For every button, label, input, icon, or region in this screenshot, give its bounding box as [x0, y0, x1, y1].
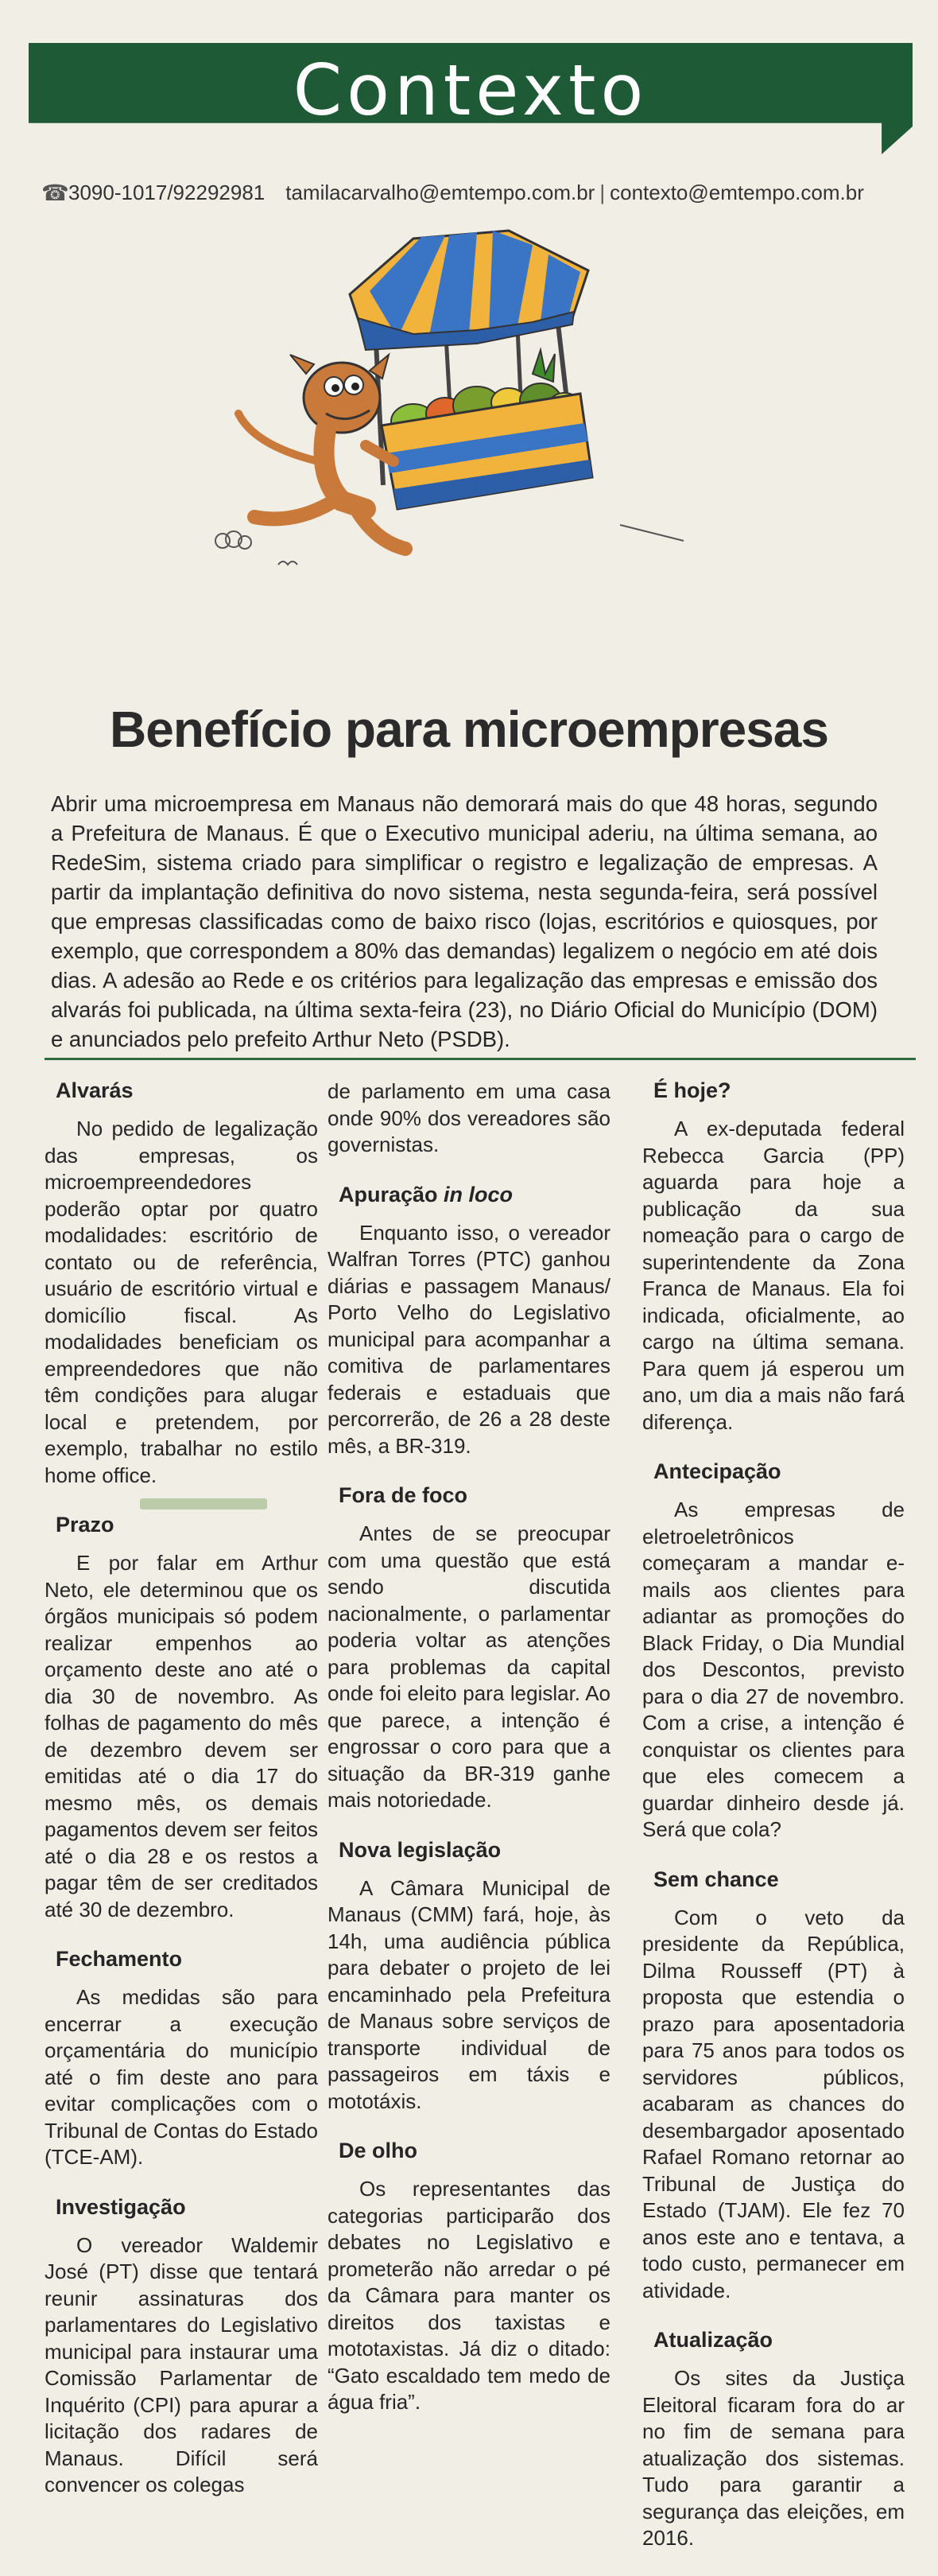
section-e-hoje [642, 1078, 905, 1436]
phone-number: 3090-1017/92292981 [68, 180, 266, 204]
section-title: Fora de foco [339, 1483, 468, 1507]
title-italic: in loco [444, 1182, 514, 1206]
section-title: Nova legislação [339, 1837, 502, 1862]
contact-separator: | [599, 180, 606, 204]
section-title: Alvarás [56, 1078, 134, 1102]
section-text: Os representantes das categorias participarão dos debates no Legislativo e prometerão não arredar o pé da Câmara para manter os direitos dos taxistas e mototaxistas. Já diz o ditado: “Gato escaldado tem medo de água fria”. [328, 2177, 610, 2414]
section-fora-de-foco [328, 1483, 610, 1814]
motion-line-icon [620, 525, 684, 541]
section-title: Investigação [56, 2194, 186, 2219]
contact-line [41, 177, 884, 208]
section-nova-legislacao [328, 1838, 610, 2116]
section-investigacao-continued [328, 1078, 610, 1159]
fruit-stand-illustration [207, 223, 715, 668]
section-text: As empresas de eletroeletrônicos começaram a mandar e-mails aos clientes para adiantar as promoções do Black Friday, o Dia Mundial dos Descontos, previsto para o dia 27 de novembro. Com a crise, a intenção é conquistar os clientes para que eles comecem a guardar dinheiro desde já. Será que cola? [642, 1498, 905, 1841]
section-de-olho [328, 2139, 610, 2416]
column-1 [45, 1078, 318, 2523]
section-text: Antes de se preocupar com uma questão que está sendo discutida nacionalmente, o parlamentar poderia voltar as atenções para problemas da capital onde foi eleito para legislar. Ao que parece, a intenção é engrossar o coro para que a situação da BR-319 ganhe mais notoriedade. [328, 1521, 610, 1812]
section-text: Enquanto isso, o vereador Walfran Torres (PTC) ganhou diárias e passagem Manaus/ Porto Velho do Legislativo municipal para acompanhar a comitiva de parlamentares federais e estaduais que percorrerão, de 26 a 28 deste mês, a BR-319. [328, 1220, 610, 1458]
section-title: Contexto [293, 49, 649, 131]
section-alvaras [45, 1078, 318, 1489]
section-text: E por falar em Arthur Neto, ele determinou que os órgãos municipais só podem realizar empenhos ao orçamento deste ano até o dia 30 de novembro. As folhas de pagamento do mês de dezembro devem ser emitidas até o dia 17 do mesmo mês, os demais pagamentos devem ser feitos até o dia 28 e os restos a pagar têm de ser creditados até 30 de dezembro. [45, 1551, 318, 1921]
section-title: Atualização [653, 2328, 773, 2352]
section-text: O vereador Waldemir José (PT) disse que tentará reunir assinaturas dos parlamentares do Legislativo municipal para instaurar uma Comissão Parlamentar de Inquérito (CPI) para apurar a licitação dos radares de Manaus. Difícil será convencer os colegas [45, 2232, 318, 2496]
section-prazo [45, 1513, 318, 1923]
lead-paragraph: Abrir uma microempresa em Manaus não demorará mais do que 48 horas, segundo a Prefeitura de Manaus. É que o Executivo municipal aderiu, na última semana, ao RedeSim, sistema criado para simplificar o registro e legalização de empresas. A partir da implantação definitiva do novo sistema, nesta segunda-feira, será possível que empresas classificadas como de baixo risco (lojas, escritórios e quiosques, por exemplo, que correspondem a 80% das demandas) legalizem o negócio em até dois dias. A adesão ao Rede e os critérios para legalização das empresas e emissão dos alvarás foi publicada, na última sexta-feira (23), no Diário Oficial do Município (DOM) e anunciados pelo prefeito Arthur Neto (PSDB). [51, 791, 878, 1051]
section-fechamento [45, 1947, 318, 2171]
awning-icon [350, 231, 588, 350]
phone-icon: ☎ [41, 180, 69, 205]
headline: Benefício para microempresas [110, 701, 828, 758]
section-text: Os sites da Justiça Eleitoral ficaram fora do ar no fim de semana para atualização dos sistemas. Tudo para garantir a segurança das eleições, em 2016. [642, 2366, 905, 2550]
column-3 [642, 1078, 905, 2576]
email-link-2[interactable]: contexto@emtempo.com.br [610, 180, 864, 204]
divider [45, 1058, 916, 1060]
email-link-1[interactable]: tamilacarvalho@emtempo.com.br [285, 180, 595, 204]
section-text: de parlamento em uma casa onde 90% dos vereadores são governistas. [328, 1079, 610, 1156]
section-title [328, 1183, 610, 1207]
section-title: Antecipação [653, 1459, 781, 1483]
section-text: No pedido de legalização das empresas, os microempreendedores poderão optar por quatro modalidades: escritório de contato ou de referência, usuário de escritório virtual e domicílio fiscal. As modalidades beneficiam os empreendedores que não têm condições para alugar local e pretendem, por exemplo, trabalhar no estilo home office. [45, 1117, 318, 1487]
section-title: Fechamento [56, 1947, 183, 1971]
section-title: Sem chance [653, 1867, 779, 1891]
section-apuracao [328, 1183, 610, 1460]
section-text: A ex-deputada federal Rebecca Garcia (PP) aguarda para hoje a publicação da sua nomeação para o cargo de superintendente da Zona Franca de Manaus. Ela foi indicada, oficialmente, ao cargo na última semana. Para quem já esperou um ano, um dia a mais não fará diferença. [642, 1117, 905, 1434]
section-title: É hoje? [653, 1078, 731, 1102]
section-text: Com o veto da presidente da República, Dilma Rousseff (PT) à proposta que estendia o prazo para aposentadoria para 75 anos para todos os servidores públicos, acabaram as chances do desembargador aposentado Rafael Romano retornar ao Tribunal de Justiça do Estado (TJAM). Ele fez 70 anos este ano e tentava, a todo custo, permanecer em atividade. [642, 1905, 905, 2302]
section-text: A Câmara Municipal de Manaus (CMM) fará, hoje, às 14h, uma audiência pública para debater o projeto de lei encaminhado pela Prefeitura de Manaus sobre serviços de transporte individual de passageiros em táxis e mototáxis. [328, 1875, 610, 2113]
title-plain: Apuração [339, 1182, 444, 1206]
section-title: Prazo [56, 1513, 114, 1537]
section-sem-chance [642, 1867, 905, 2305]
section-title: De olho [339, 2139, 417, 2162]
section-investigacao [45, 2195, 318, 2499]
column-2 [328, 1078, 610, 2440]
section-text: As medidas são para encerrar a execução orçamentária do município até o fim deste ano para evitar complicações com o Tribunal de Contas do Estado (TCE-AM). [45, 1985, 318, 2169]
section-atualizacao [642, 2328, 905, 2552]
section-antecipacao [642, 1459, 905, 1844]
dust-cloud-icon [215, 531, 297, 565]
